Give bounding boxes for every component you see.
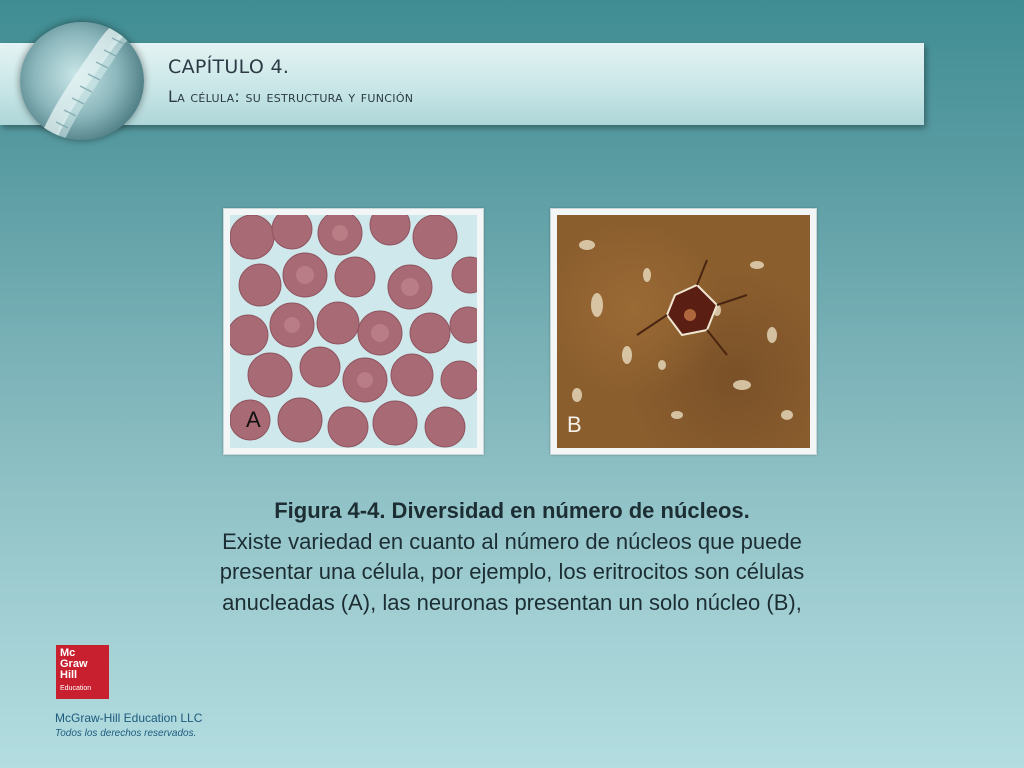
figure-label-b: B bbox=[567, 412, 582, 437]
chromosome-image bbox=[20, 22, 144, 140]
figure-caption bbox=[192, 496, 832, 618]
figure-a-erythrocytes bbox=[223, 208, 484, 455]
logo-line-hill: Hill bbox=[60, 669, 78, 681]
mcgraw-hill-logo bbox=[56, 645, 109, 699]
erythrocytes-micrograph bbox=[230, 215, 477, 448]
figure-b-neurons bbox=[550, 208, 817, 455]
logo-line-education: Education bbox=[60, 685, 92, 692]
caption-title: Figura 4-4. Diversidad en número de núcleos. bbox=[274, 498, 750, 523]
footer-rights: Todos los derechos reservados. bbox=[55, 728, 197, 739]
figure-label-a: A bbox=[246, 407, 261, 432]
chapter-subtitle: La célula: su estructura y función bbox=[168, 87, 414, 106]
neuron-micrograph bbox=[557, 215, 810, 448]
logo-line-graw: Graw bbox=[60, 658, 88, 670]
logo-line-mc: Mc bbox=[60, 647, 76, 659]
footer-company: McGraw-Hill Education LLC bbox=[55, 711, 203, 725]
chapter-title: CAPÍTULO 4. bbox=[168, 56, 290, 78]
caption-body: Existe variedad en cuanto al número de núcleos que puede presentar una célula, por ejemplo, los eritrocitos son células anucleadas (A), las neuronas presentan un solo núcleo (B), bbox=[219, 528, 805, 615]
